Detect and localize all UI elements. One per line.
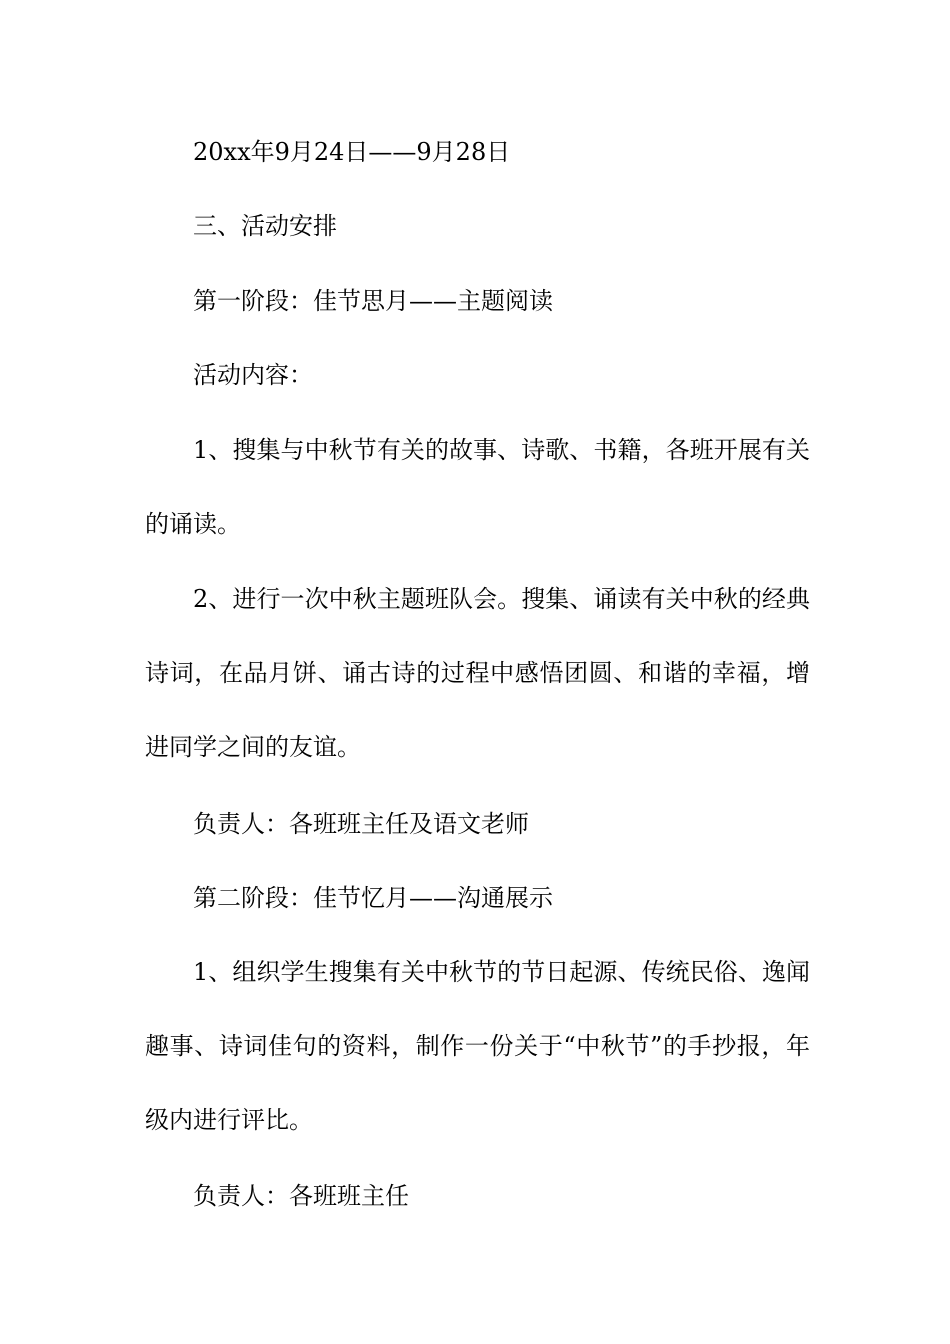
stage-one-item-1: 1、搜集与中秋节有关的故事、诗歌、书籍，各班开展有关的诵读。 — [145, 436, 810, 538]
date-range-line: 20xx年9月24日——9月28日 — [193, 138, 511, 166]
stage-one-heading: 第一阶段：佳节思月——主题阅读 — [193, 287, 553, 315]
activity-content-label: 活动内容： — [193, 361, 313, 389]
stage-two-heading: 第二阶段：佳节忆月——沟通展示 — [193, 884, 553, 912]
section-heading-activity-arrangement: 三、活动安排 — [193, 212, 337, 240]
stage-two-item-1: 1、组织学生搜集有关中秋节的节日起源、传统民俗、逸闻趣事、诗词佳句的资料，制作一份关于“中秋节”的手抄报，年级内进行评比。 — [145, 958, 810, 1134]
stage-two-responsible: 负责人：各班班主任 — [193, 1182, 409, 1210]
stage-one-responsible: 负责人：各班班主任及语文老师 — [193, 810, 529, 838]
stage-one-item-2: 2、进行一次中秋主题班队会。搜集、诵读有关中秋的经典诗词，在品月饼、诵古诗的过程中感悟团圆、和谐的幸福，增进同学之间的友谊。 — [145, 585, 810, 761]
